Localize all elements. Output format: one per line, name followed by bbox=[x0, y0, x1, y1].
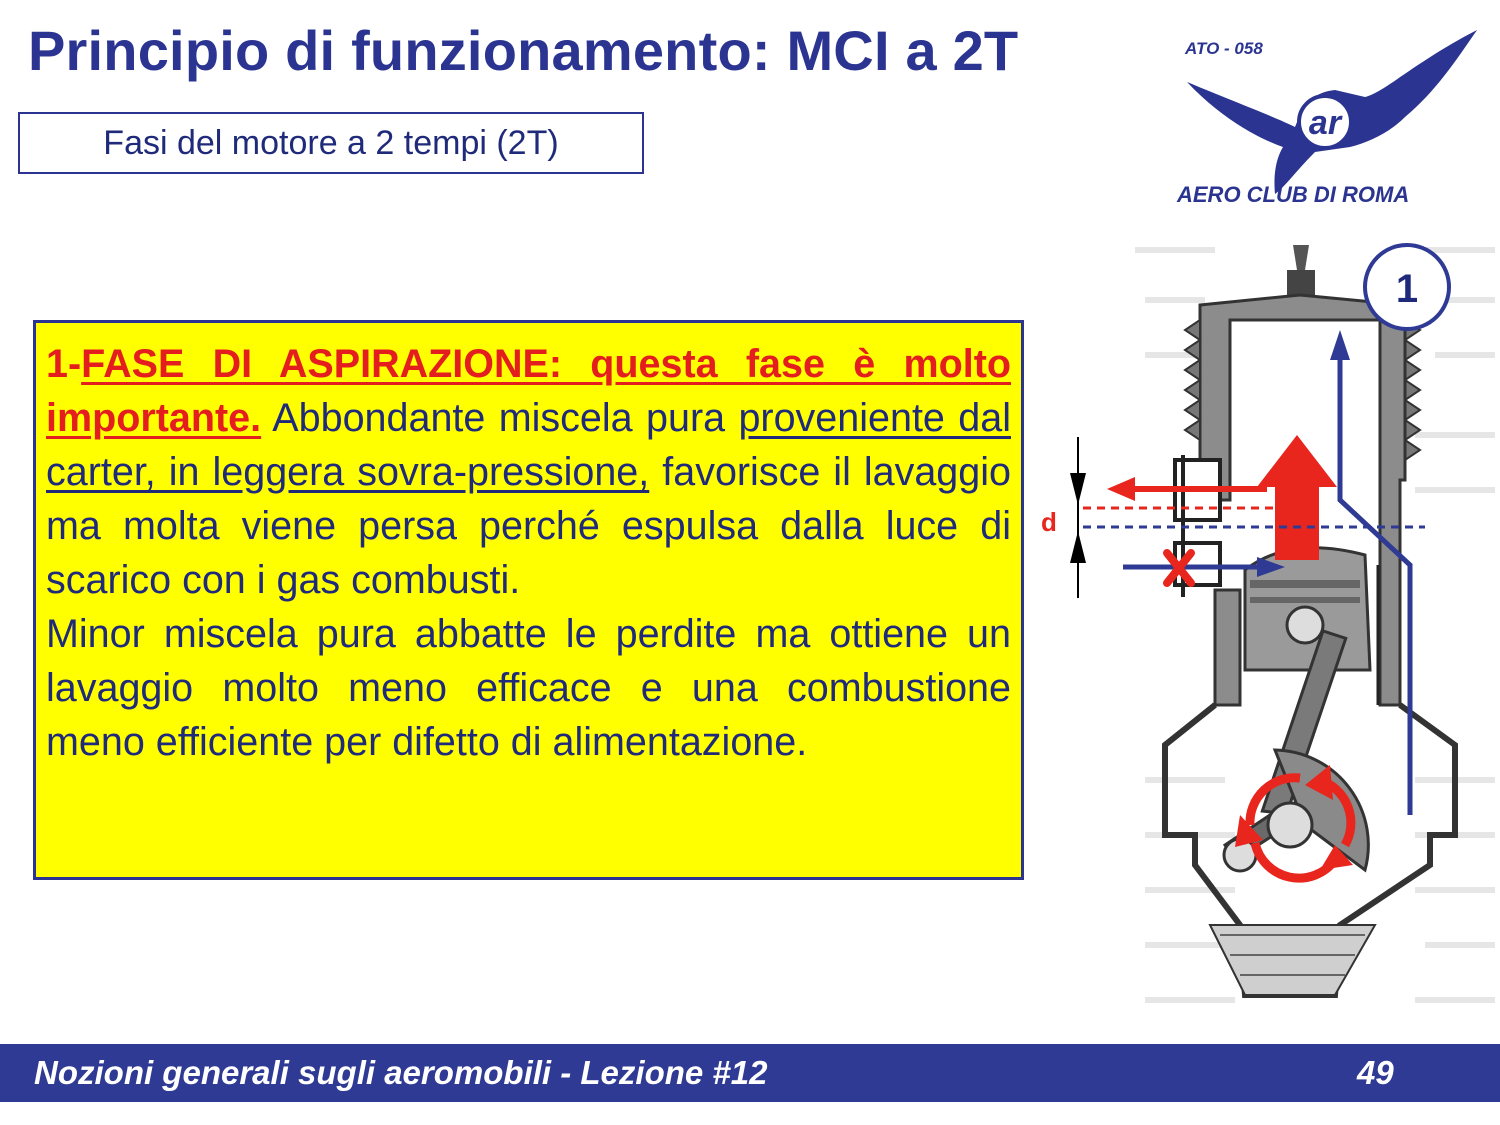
logo-name: AERO CLUB DI ROMA bbox=[1177, 182, 1410, 207]
page-title: Principio di funzionamento: MCI a 2T bbox=[28, 19, 1019, 82]
phase-heading: FASE DI ASPIRAZIONE: questa fase è molto importante. bbox=[46, 342, 1011, 440]
logo-code: ATO - 058 bbox=[1185, 39, 1263, 58]
logo-monogram: ar bbox=[1308, 104, 1342, 142]
page-number: 49 bbox=[1357, 1054, 1394, 1091]
engine-cross-section bbox=[1035, 225, 1500, 1035]
dimension-label-d: d bbox=[1041, 507, 1057, 537]
two-stroke-engine-diagram bbox=[1035, 225, 1500, 1035]
footer-bar bbox=[0, 1044, 1500, 1102]
exhaust-arrow-icon bbox=[1107, 477, 1135, 501]
eagle-logo-icon bbox=[1165, 22, 1485, 212]
subtitle-text: Fasi del motore a 2 tempi (2T) bbox=[103, 123, 559, 162]
text-underlined: proveniente dal carter, in leggera sovra-pressione, bbox=[46, 396, 1011, 494]
paragraph-2: Minor miscela pura abbatte le perdite ma ottiene un lavaggio molto meno efficace e una combustione meno efficiente per difetto di alimentazione. bbox=[46, 612, 1011, 764]
footer-course-title: Nozioni generali sugli aeromobili - Lezione #12 bbox=[34, 1054, 768, 1091]
paragraph-1 bbox=[46, 337, 1011, 607]
phase-number: 1- bbox=[46, 342, 82, 386]
text-part-1: Abbondante miscela pura bbox=[261, 396, 739, 440]
subtitle-box bbox=[18, 112, 644, 174]
text-part-2: favorisce il lavaggio ma molta viene persa perché espulsa dalla luce di scarico con i gas combusti. bbox=[46, 450, 1011, 602]
piston-up-arrow-icon bbox=[1257, 435, 1337, 560]
step-number: 1 bbox=[1395, 267, 1419, 311]
aero-club-logo bbox=[1165, 22, 1485, 212]
aspiration-phase-text-box bbox=[33, 320, 1024, 880]
